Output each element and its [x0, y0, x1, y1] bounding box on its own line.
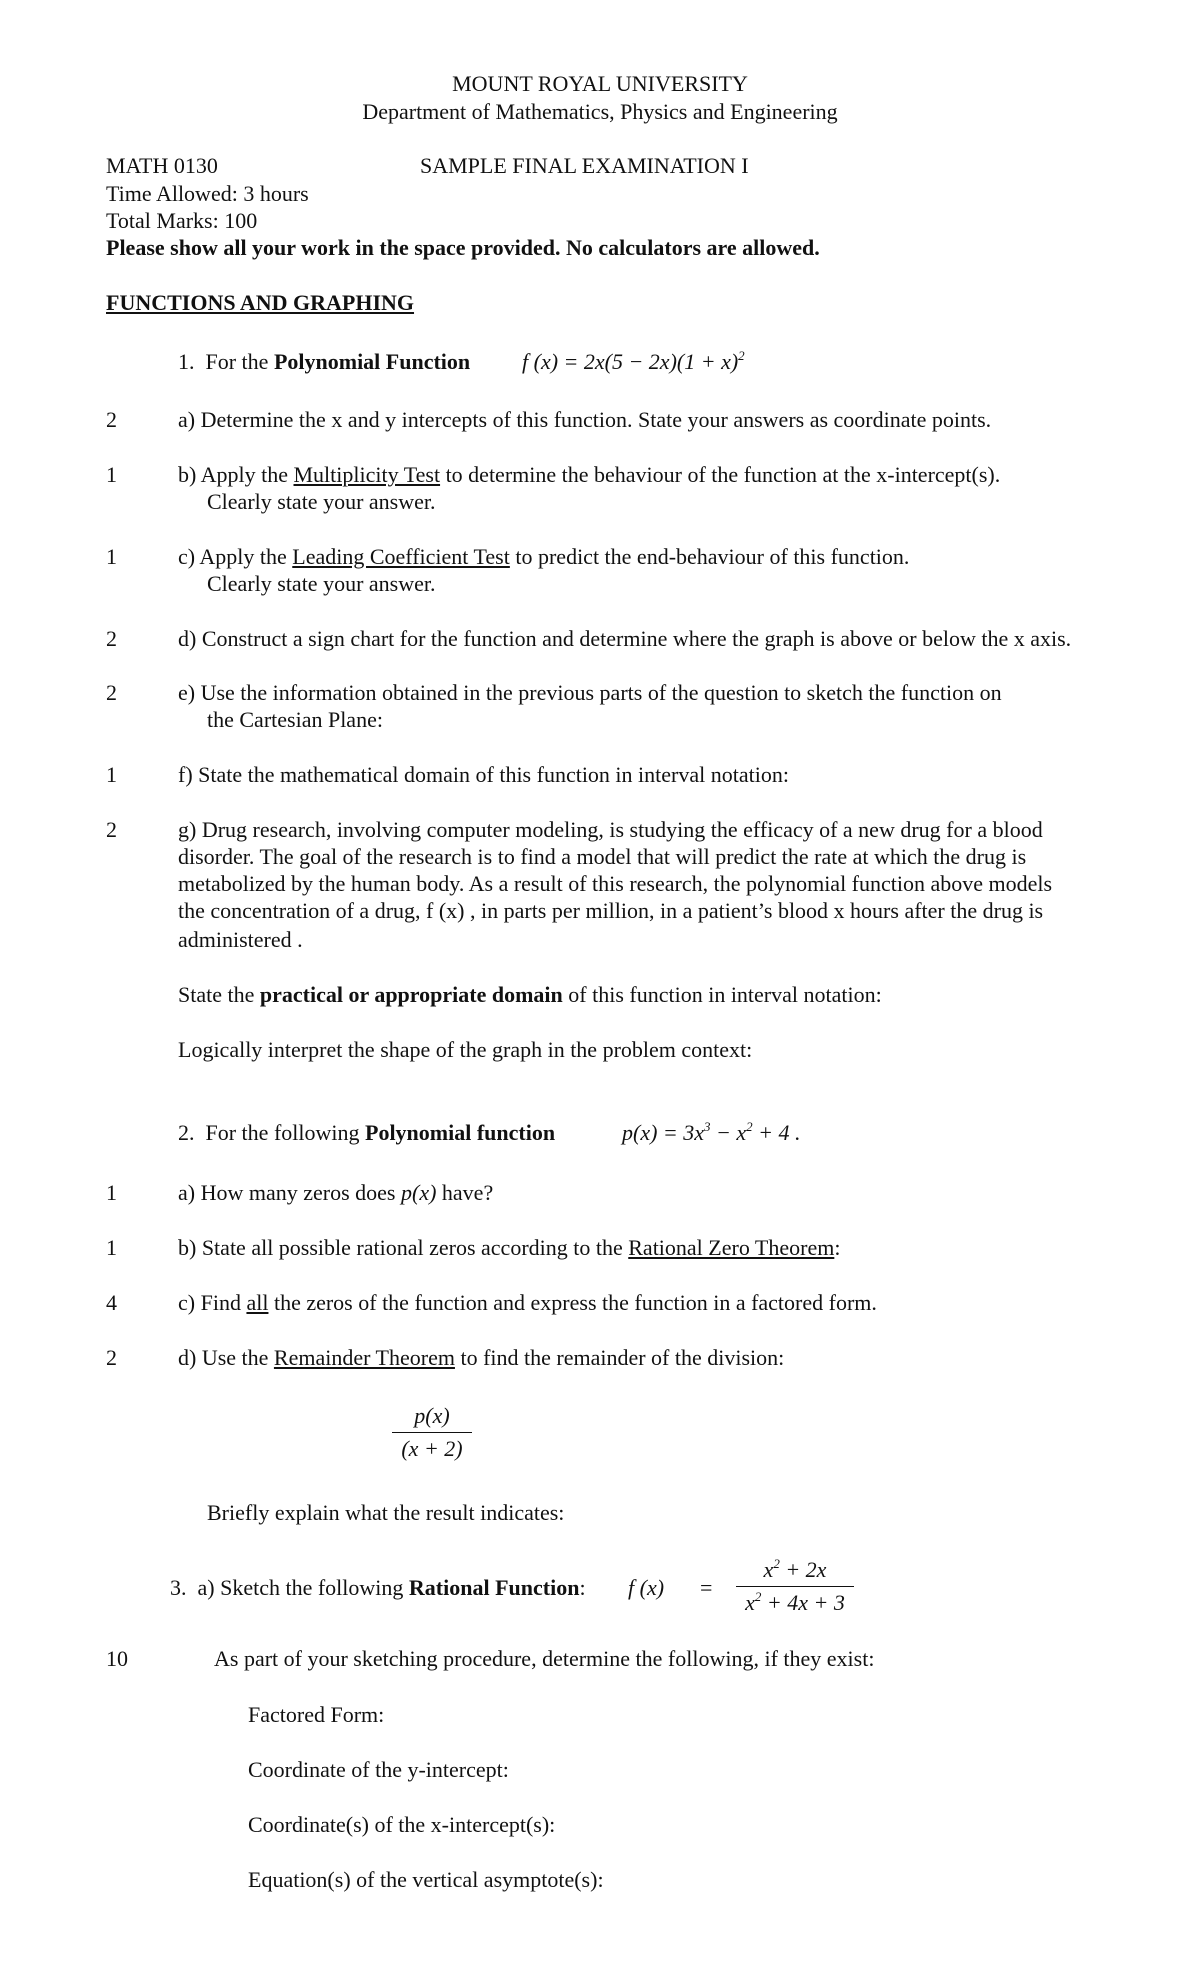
q3-item-x-intercepts: Coordinate(s) of the x-intercept(s):: [248, 1812, 556, 1837]
q2-number: 2.: [178, 1120, 195, 1145]
course-code: MATH 0130: [106, 153, 218, 178]
q1a-text: a) Determine the x and y intercepts of this function. State your answers as coordinate points.: [178, 407, 992, 432]
q2d-text: [178, 1344, 784, 1372]
q3-intro-text: a) Sketch the following: [197, 1575, 409, 1600]
q1-practical-pre: State the: [178, 982, 260, 1007]
q2-fraction-denominator: (x + 2): [401, 1436, 463, 1461]
q2a-pre: a) How many zeros does: [178, 1180, 401, 1205]
q3-intro-colon: :: [579, 1575, 586, 1600]
q1g-line4: the concentration of a drug, f (x) , in parts per million, in a patient’s blood x hours after the drug is: [178, 898, 1044, 923]
q2-function-c: + 4 .: [752, 1120, 801, 1145]
q1c-underlined: Leading Coefficient Test: [292, 544, 510, 569]
instructions: Please show all your work in the space provided. No calculators are allowed.: [106, 235, 820, 260]
q2b-underlined: Rational Zero Theorem: [628, 1235, 835, 1260]
q1g-line1: g) Drug research, involving computer modeling, is studying the efficacy of a new drug for a blood: [178, 817, 1043, 842]
q1e-text: e) Use the information obtained in the previous parts of the question to sketch the function on: [178, 680, 1002, 705]
q1f-mark: 1: [106, 762, 117, 787]
q2-intro-bold: Polynomial function: [365, 1120, 556, 1145]
q1-function-text: f (x) = 2x(5 − 2x)(1 + x): [522, 349, 739, 374]
q3-rational-fraction: [736, 1556, 854, 1617]
q2c-mark: 4: [106, 1290, 117, 1315]
q1e-mark: 2: [106, 680, 117, 705]
q2c-text: [178, 1289, 877, 1317]
q3-item-factored-form: Factored Form:: [248, 1702, 385, 1727]
q2-explain: Briefly explain what the result indicates:: [207, 1500, 565, 1525]
q2a-text: [178, 1179, 493, 1207]
q2-exp2: 2: [746, 1119, 753, 1134]
section-title: FUNCTIONS AND GRAPHING: [106, 290, 415, 315]
q2c-post: the zeros of the function and express the function in a factored form.: [268, 1290, 877, 1315]
q2-function-b: − x: [710, 1120, 747, 1145]
time-allowed: Time Allowed: 3 hours: [106, 181, 309, 206]
q1c-line2: Clearly state your answer.: [207, 571, 436, 596]
university-name: MOUNT ROYAL UNIVERSITY: [452, 71, 748, 96]
q2a-italic: p(x): [401, 1180, 437, 1205]
q2-division-fraction: [392, 1402, 472, 1463]
q1b-mark: 1: [106, 462, 117, 487]
q3-item-vertical-asymptotes: Equation(s) of the vertical asymptote(s):: [248, 1867, 604, 1892]
q1g-mark: 2: [106, 817, 117, 842]
q2-intro: [178, 1119, 555, 1147]
q3-numerator: $x^2 + 2x$: [736, 1556, 854, 1587]
q2b-post: :: [834, 1235, 841, 1260]
q2b-pre: b) State all possible rational zeros according to the: [178, 1235, 629, 1260]
q3-intro-bold: Rational Function: [408, 1575, 580, 1600]
q1g-line3: metabolized by the human body. As a result of this research, the polynomial function above models: [178, 871, 1053, 896]
q1-practical-post: of this function in interval notation:: [562, 982, 882, 1007]
q1c-mark: 1: [106, 544, 117, 569]
q2-fraction-numerator: p(x): [392, 1402, 472, 1433]
q2b-text: [178, 1234, 840, 1262]
q1b-text: [178, 461, 1000, 489]
q3-number: 3.: [170, 1575, 187, 1600]
q2-exp3: 3: [704, 1119, 711, 1134]
q1-function: [522, 348, 745, 376]
q2c-underlined: all: [246, 1290, 269, 1315]
q3-procedure: As part of your sketching procedure, determine the following, if they exist:: [214, 1646, 875, 1671]
q1e-line2: the Cartesian Plane:: [207, 707, 383, 732]
exam-title: SAMPLE FINAL EXAMINATION I: [420, 153, 749, 178]
q3-item-y-intercept: Coordinate of the y-intercept:: [248, 1757, 509, 1782]
q1a-mark: 2: [106, 407, 117, 432]
department-name: Department of Mathematics, Physics and Engineering: [362, 99, 838, 124]
q1f-text: f) State the mathematical domain of this function in interval notation:: [178, 762, 789, 787]
q2-function-a: p(x) = 3x: [622, 1120, 705, 1145]
q1g-line2: disorder. The goal of the research is to find a model that will predict the rate at which the drug is: [178, 844, 1027, 869]
q3-mark: 10: [106, 1646, 128, 1671]
q1-intro-text: For the: [205, 349, 274, 374]
q1-intro-bold: Polynomial Function: [273, 349, 471, 374]
q1-function-exponent: 2: [738, 348, 745, 363]
q2d-underlined: Remainder Theorem: [273, 1345, 455, 1370]
q1-practical-bold: practical or appropriate domain: [259, 982, 563, 1007]
q1-number: 1.: [178, 349, 195, 374]
q1b-underlined: Multiplicity Test: [293, 462, 441, 487]
total-marks: Total Marks: 100: [106, 208, 258, 233]
q1b-pre: b) Apply the: [178, 462, 294, 487]
q2d-post: to find the remainder of the division:: [454, 1345, 785, 1370]
q1c-text: [178, 543, 909, 571]
q1d-mark: 2: [106, 626, 117, 651]
q1c-pre: c) Apply the: [178, 544, 293, 569]
q1b-line2: Clearly state your answer.: [207, 489, 436, 514]
q1-interpret: Logically interpret the shape of the graph in the problem context:: [178, 1037, 753, 1062]
q2a-mark: 1: [106, 1180, 117, 1205]
q1b-post: to determine the behaviour of the function at the x-intercept(s).: [440, 462, 1001, 487]
q1d-text: d) Construct a sign chart for the function and determine where the graph is above or below the x axis.: [178, 626, 1072, 651]
q2c-pre: c) Find: [178, 1290, 247, 1315]
q1c-post: to predict the end-behaviour of this function.: [509, 544, 910, 569]
q2d-pre: d) Use the: [178, 1345, 274, 1370]
q2d-mark: 2: [106, 1345, 117, 1370]
q2-function: [622, 1119, 801, 1147]
q3-denominator: $x^2 + 4x + 3$: [745, 1589, 845, 1615]
q3-function-label: f (x): [628, 1575, 665, 1600]
q1-practical-domain: [178, 981, 882, 1009]
q3-intro: [170, 1574, 586, 1602]
q2b-mark: 1: [106, 1235, 117, 1260]
q3-equals: =: [700, 1575, 713, 1600]
q2a-post: have?: [436, 1180, 494, 1205]
q1-intro: [178, 348, 470, 376]
q2-intro-text: For the following: [205, 1120, 365, 1145]
q1g-line5: administered .: [178, 927, 303, 952]
